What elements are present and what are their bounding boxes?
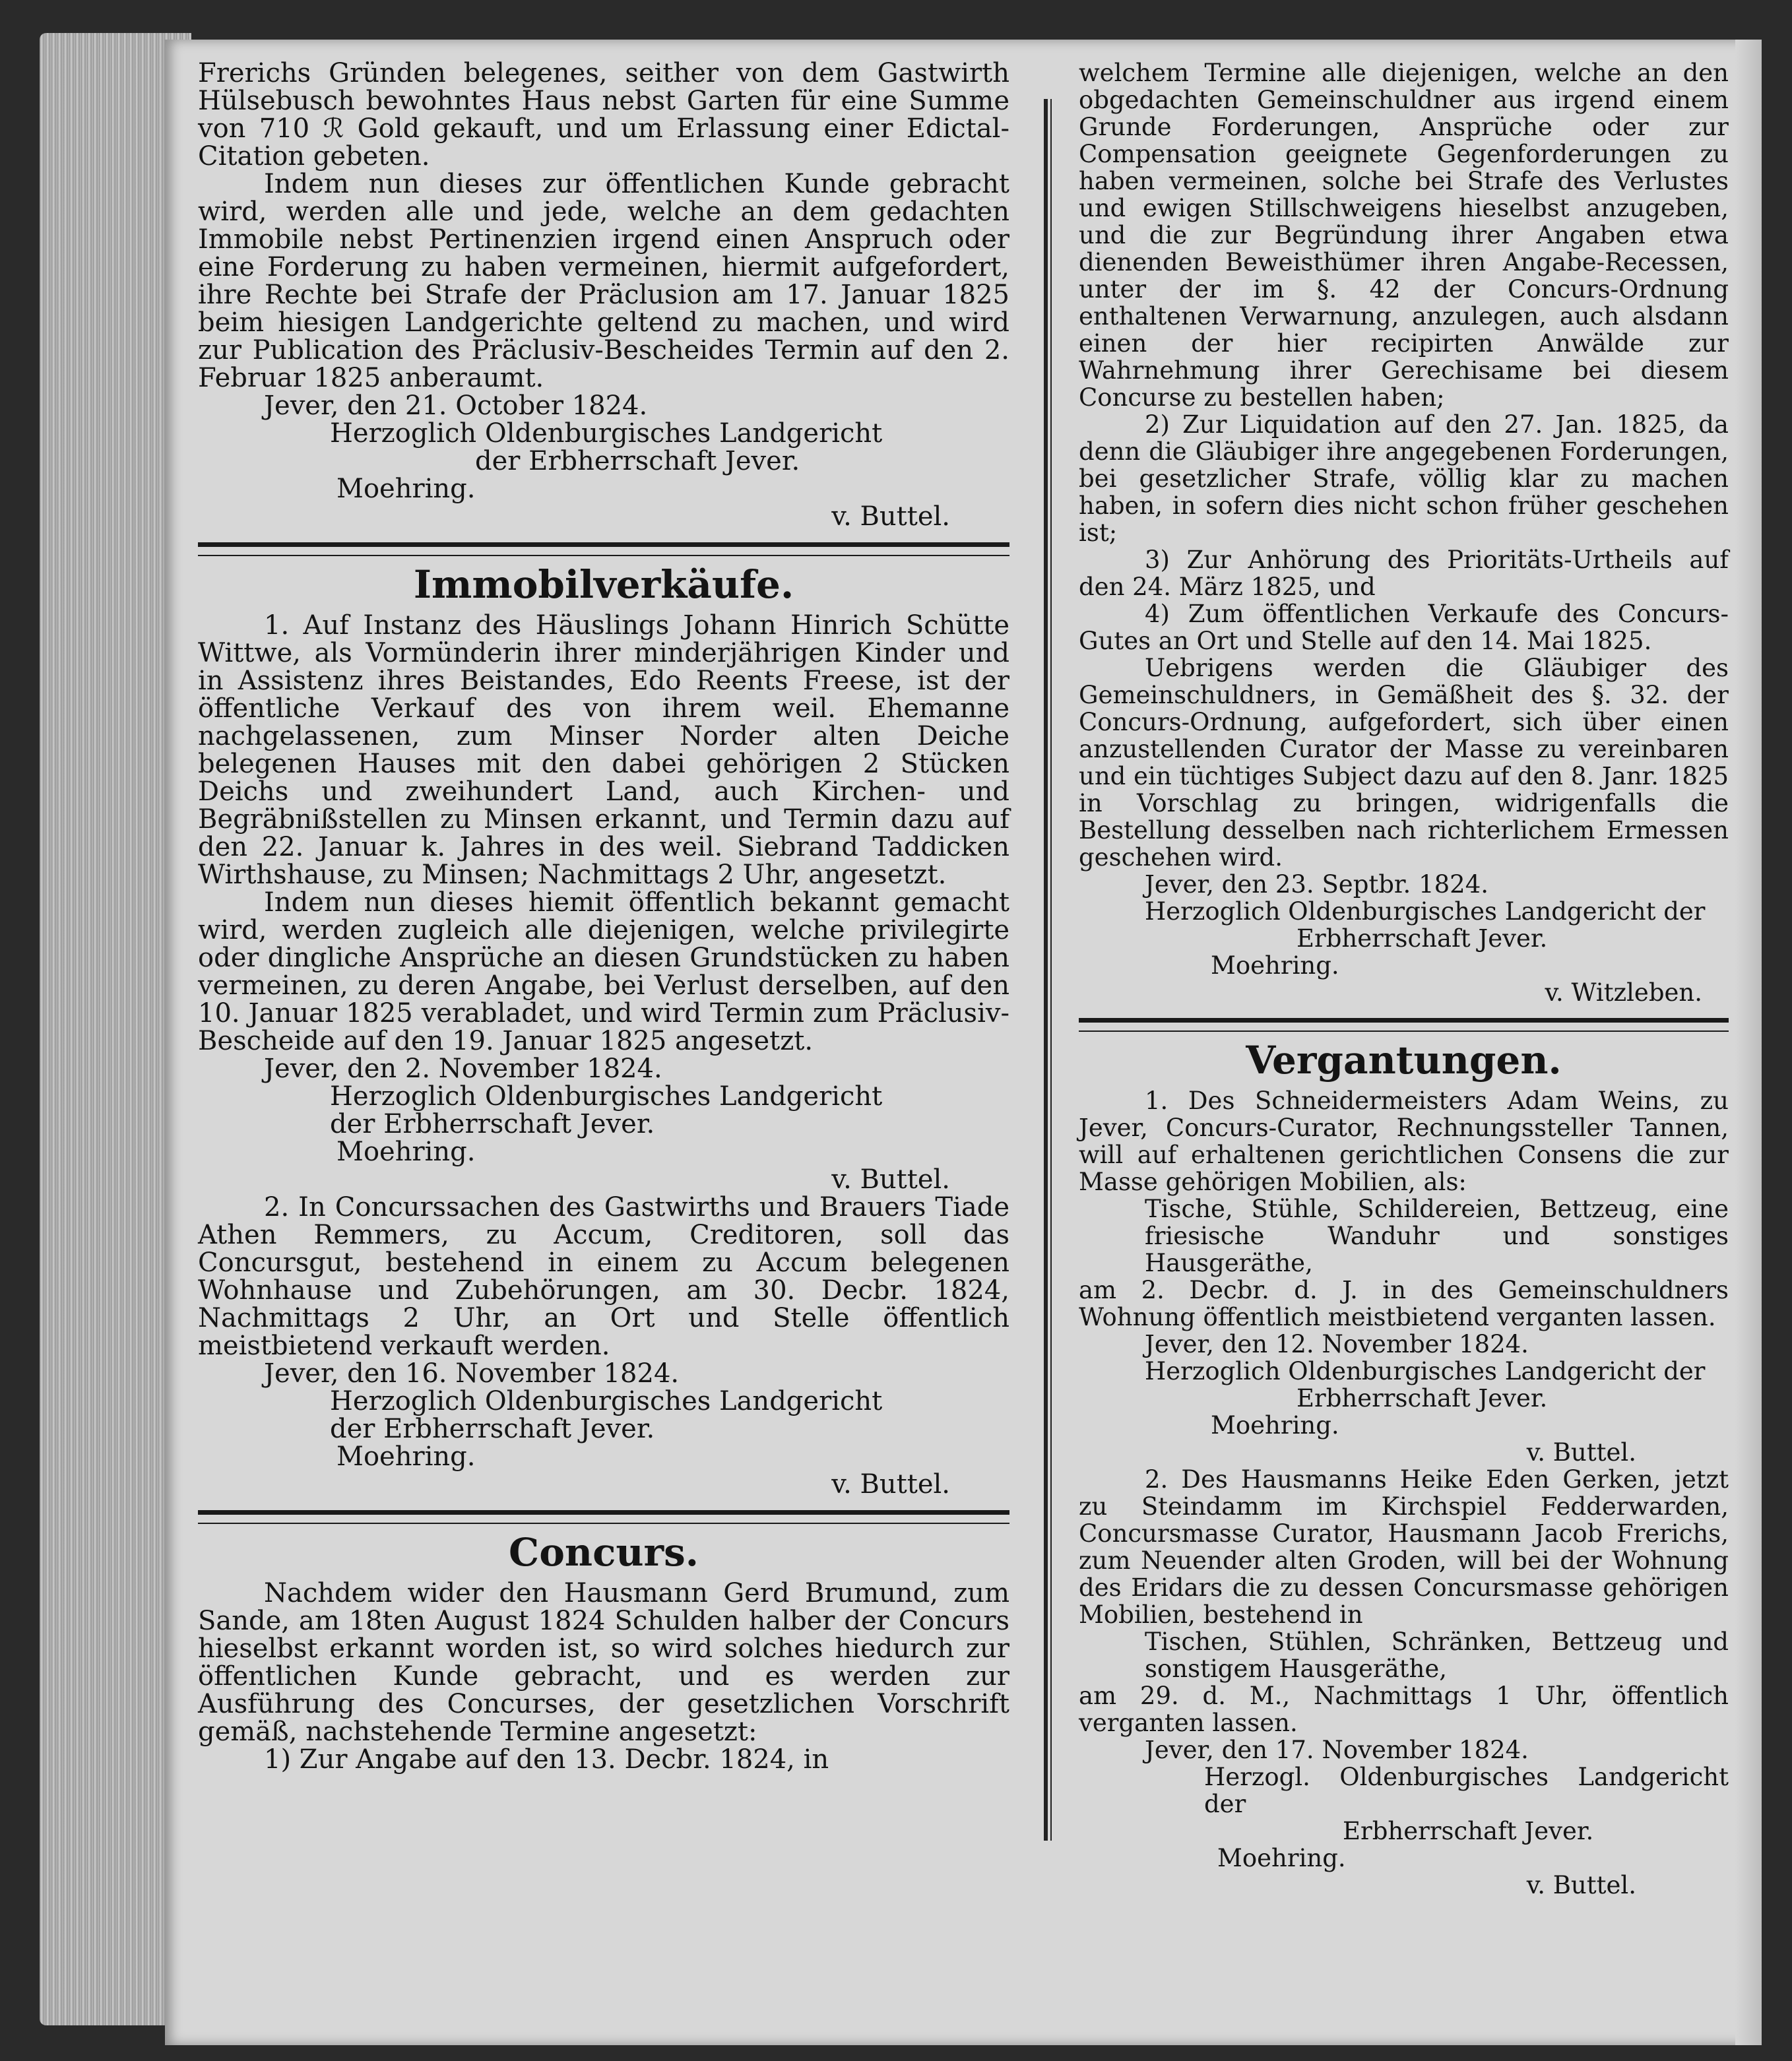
vergant-item-2-continued: am 29. d. M., Nachmittags 1 Uhr, öffentlich verganten lassen. [1079, 1682, 1729, 1737]
vergant-item-1-continued: am 2. Decbr. d. J. in des Gemeinschuldners Wohnung öffentlich meistbietend verganten lassen. [1079, 1276, 1729, 1331]
vergant-item-2-court-2: Erbherrschaft Jever. [1343, 1817, 1594, 1845]
concurs-sign-1: Moehring. [1211, 951, 1339, 980]
immobil-item-1-sign-2: v. Buttel. [831, 1164, 950, 1195]
concurs-sign-2: v. Witzleben. [1545, 978, 1702, 1007]
intro-signature-1: Moehring. [336, 474, 476, 504]
section-rule [198, 542, 1009, 556]
intro-court-line-1: Herzoglich Oldenburgisches Landgericht [330, 418, 883, 449]
column-divider-thin [1050, 99, 1052, 1841]
concurs-point-4: 4) Zum öffentlichen Verkaufe des Concurs-Gutes an Ort und Stelle auf den 14. Mai 1825. [1079, 600, 1729, 655]
heading-vergantungen: Vergantungen. [1246, 1038, 1562, 1083]
vergant-item-2-sign-2: v. Buttel. [1526, 1871, 1636, 1899]
right-column [1079, 59, 1729, 1899]
concurs-date: Jever, den 23. Septbr. 1824. [1145, 870, 1488, 899]
vergant-item-2-date: Jever, den 17. November 1824. [1145, 1736, 1529, 1764]
vergant-item-1-date: Jever, den 12. November 1824. [1145, 1330, 1529, 1358]
column-divider [1044, 99, 1048, 1841]
section-rule [1079, 1018, 1729, 1032]
vergant-item-1-sign-2: v. Buttel. [1526, 1438, 1636, 1467]
intro-paragraph-2: Indem nun dieses zur öffentlichen Kunde gebracht wird, werden alle und jede, welche an dem gedachten Immobile nebst Pertinenzien irgend einen Anspruch oder eine Forderung zu haben vermeinen, hiermit aufgefordert, ihre Rechte bei Strafe der Präclusion am 17. Januar 1825 beim hiesigen Landgerichte geltend zu machen, und wird zur Publication des Präclusiv-Bescheides Termin auf den 2. Februar 1825 anberaumt. [198, 169, 1009, 393]
concurs-point-2: 2) Zur Liquidation auf den 27. Jan. 1825, da denn die Gläubiger ihre angegebenen Forderungen, bei gesetzlicher Strafe, völlig klar zu machen haben, in sofern dies nicht schon früher geschehen ist; [1079, 410, 1729, 547]
concurs-court-2: Erbherrschaft Jever. [1296, 924, 1548, 953]
heading-concurs: Concurs. [509, 1530, 699, 1575]
vergant-item-1-court-1: Herzoglich Oldenburgisches Landgericht der [1145, 1357, 1706, 1385]
immobil-item-1-date: Jever, den 2. November 1824. [264, 1054, 662, 1084]
vergant-item-2-list: Tischen, Stühlen, Schränken, Bettzeug und sonstigem Hausgeräthe, [1145, 1628, 1729, 1683]
vergant-item-1-court-2: Erbherrschaft Jever. [1296, 1384, 1548, 1412]
intro-signature-2: v. Buttel. [831, 501, 950, 532]
immobil-item-1-continued: Indem nun dieses hiemit öffentlich bekannt gemacht wird, werden zugleich alle diejenigen, welche privilegirte oder dingliche Ansprüche an diesen Grundstücken zu haben vermeinen, zu deren Angabe, bei Verlust derselben, auf den 10. Januar 1825 verabladet, und wird Termin zum Präclusiv-Bescheide auf den 19. Januar 1825 angesetzt. [198, 887, 1009, 1056]
vergant-item-2: 2. Des Hausmanns Heike Eden Gerken, jetzt zu Steindamm im Kirchspiel Fedderwarden, Concursmasse Curator, Hausmann Jacob Frerichs, zum Neuender alten Groden, will bei der Wohnung des Eridars die zu dessen Concursmasse gehörigen Mobilien, bestehend in [1079, 1465, 1729, 1629]
immobil-item-2-date: Jever, den 16. November 1824. [264, 1358, 680, 1389]
immobil-item-1-court-1: Herzoglich Oldenburgisches Landgericht [330, 1081, 883, 1112]
intro-court-line-2: der Erbherrschaft Jever. [475, 446, 800, 476]
immobil-item-2-court-1: Herzoglich Oldenburgisches Landgericht [330, 1386, 883, 1416]
heading-immobilverkaeufe: Immobilverkäufe. [413, 562, 794, 607]
vergant-item-2-court-1: Herzogl. Oldenburgisches Landgericht der [1204, 1763, 1729, 1818]
immobil-item-1-sign-1: Moehring. [336, 1137, 476, 1167]
immobil-item-1-court-2: der Erbherrschaft Jever. [330, 1109, 655, 1139]
immobil-item-1: 1. Auf Instanz des Häuslings Johann Hinrich Schütte Wittwe, als Vormünderin ihrer minderjährigen Kinder und in Assistenz ihres Beistandes, Edo Reents Freese, ist der öffentliche Verkauf des von ihrem weil. Ehemanne nachgelassenen, zum Minser Norder alten Deiche belegenen Hauses mit den dabei gehörigen 2 Stücken Deichs und zweihundert Land, auch Kirchen- und Begräbnißstellen zu Minsen erkannt, und Termin dazu auf den 22. Januar k. Jahres in des weil. Siebrand Taddicken Wirthshause, zu Minsen; Nachmittags 2 Uhr, angesetzt. [198, 610, 1009, 890]
concurs-point-3: 3) Zur Anhörung des Prioritäts-Urtheils auf den 24. März 1825, und [1079, 546, 1729, 601]
immobil-item-2-court-2: der Erbherrschaft Jever. [330, 1414, 655, 1444]
vergant-item-2-sign-1: Moehring. [1217, 1844, 1346, 1872]
immobil-item-2-sign-1: Moehring. [336, 1442, 476, 1472]
left-column [198, 59, 1009, 1773]
concurs-paragraph: Nachdem wider den Hausmann Gerd Brumund, zum Sande, am 18ten August 1824 Schulden halber der Concurs hieselbst erkannt worden ist, so wird solches hiedurch zur öffentlichen Kunde gebracht, und es werden zur Ausführung des Concurses, der gesetzlichen Vorschrift gemäß, nachstehende Termine angesetzt: [198, 1578, 1009, 1747]
page-shadow [1735, 40, 1762, 2045]
intro-date: Jever, den 21. October 1824. [264, 391, 648, 421]
immobil-item-2: 2. In Concurssachen des Gastwirths und Brauers Tiade Athen Remmers, zu Accum, Creditoren, soll das Concursgut, bestehend in einem zu Accum belegenen Wohnhause und Zubehörungen, am 30. Decbr. 1824, Nachmittags 2 Uhr, an Ort und Stelle öffentlich meistbietend verkauft werden. [198, 1192, 1009, 1361]
section-rule [198, 1510, 1009, 1524]
vergant-item-1-list: Tische, Stühle, Schildereien, Bettzeug, eine friesische Wanduhr und sonstiges Hausgeräthe, [1145, 1195, 1729, 1277]
immobil-item-2-sign-2: v. Buttel. [831, 1469, 950, 1500]
intro-paragraph-1: Frerichs Gründen belegenes, seither von dem Gastwirth Hülsebusch bewohntes Haus nebst Garten für eine Summe von 710 ℛ Gold gekauft, und um Erlassung einer Edictal-Citation gebeten. [198, 58, 1009, 172]
vergant-item-1: 1. Des Schneidermeisters Adam Weins, zu Jever, Concurs-Curator, Rechnungssteller Tannen, will auf erhaltenen gerichtlichen Consens die zur Masse gehörigen Mobilien, als: [1079, 1087, 1729, 1196]
concurs-point-1: 1) Zur Angabe auf den 13. Decbr. 1824, in [264, 1744, 829, 1775]
concurs-continued: welchem Termine alle diejenigen, welche an den obgedachten Gemeinschuldner aus irgend einem Grunde Forderungen, Ansprüche oder zur Compensation geeignete Gegenforderungen zu haben vermeinen, solche bei Strafe des Verlustes und ewigen Stillschweigens hieselbst anzugeben, und die zur Begründung ihrer Angaben etwa dienenden Beweisthümer ihren Angabe-Recessen, unter der im §. 42 der Concurs-Ordnung enthaltenen Verwarnung, anzulegen, auch alsdann einen der hier recipirten Anwälde zur Wahrnehmung ihrer Gerechisame bei diesem Concurse zu bestellen haben; [1079, 59, 1729, 412]
vergant-item-1-sign-1: Moehring. [1211, 1411, 1339, 1440]
concurs-uebrigens: Uebrigens werden die Gläubiger des Gemeinschuldners, in Gemäßheit des §. 32. der Concurs-Ordnung, aufgefordert, sich über einen anzustellenden Curator der Masse zu vereinbaren und ein tüchtiges Subject dazu auf den 8. Janr. 1825 in Vorschlag zu bringen, widrigenfalls die Bestellung desselben nach richterlichem Ermessen geschehen wird. [1079, 654, 1729, 872]
concurs-court-1: Herzoglich Oldenburgisches Landgericht der [1145, 897, 1706, 926]
